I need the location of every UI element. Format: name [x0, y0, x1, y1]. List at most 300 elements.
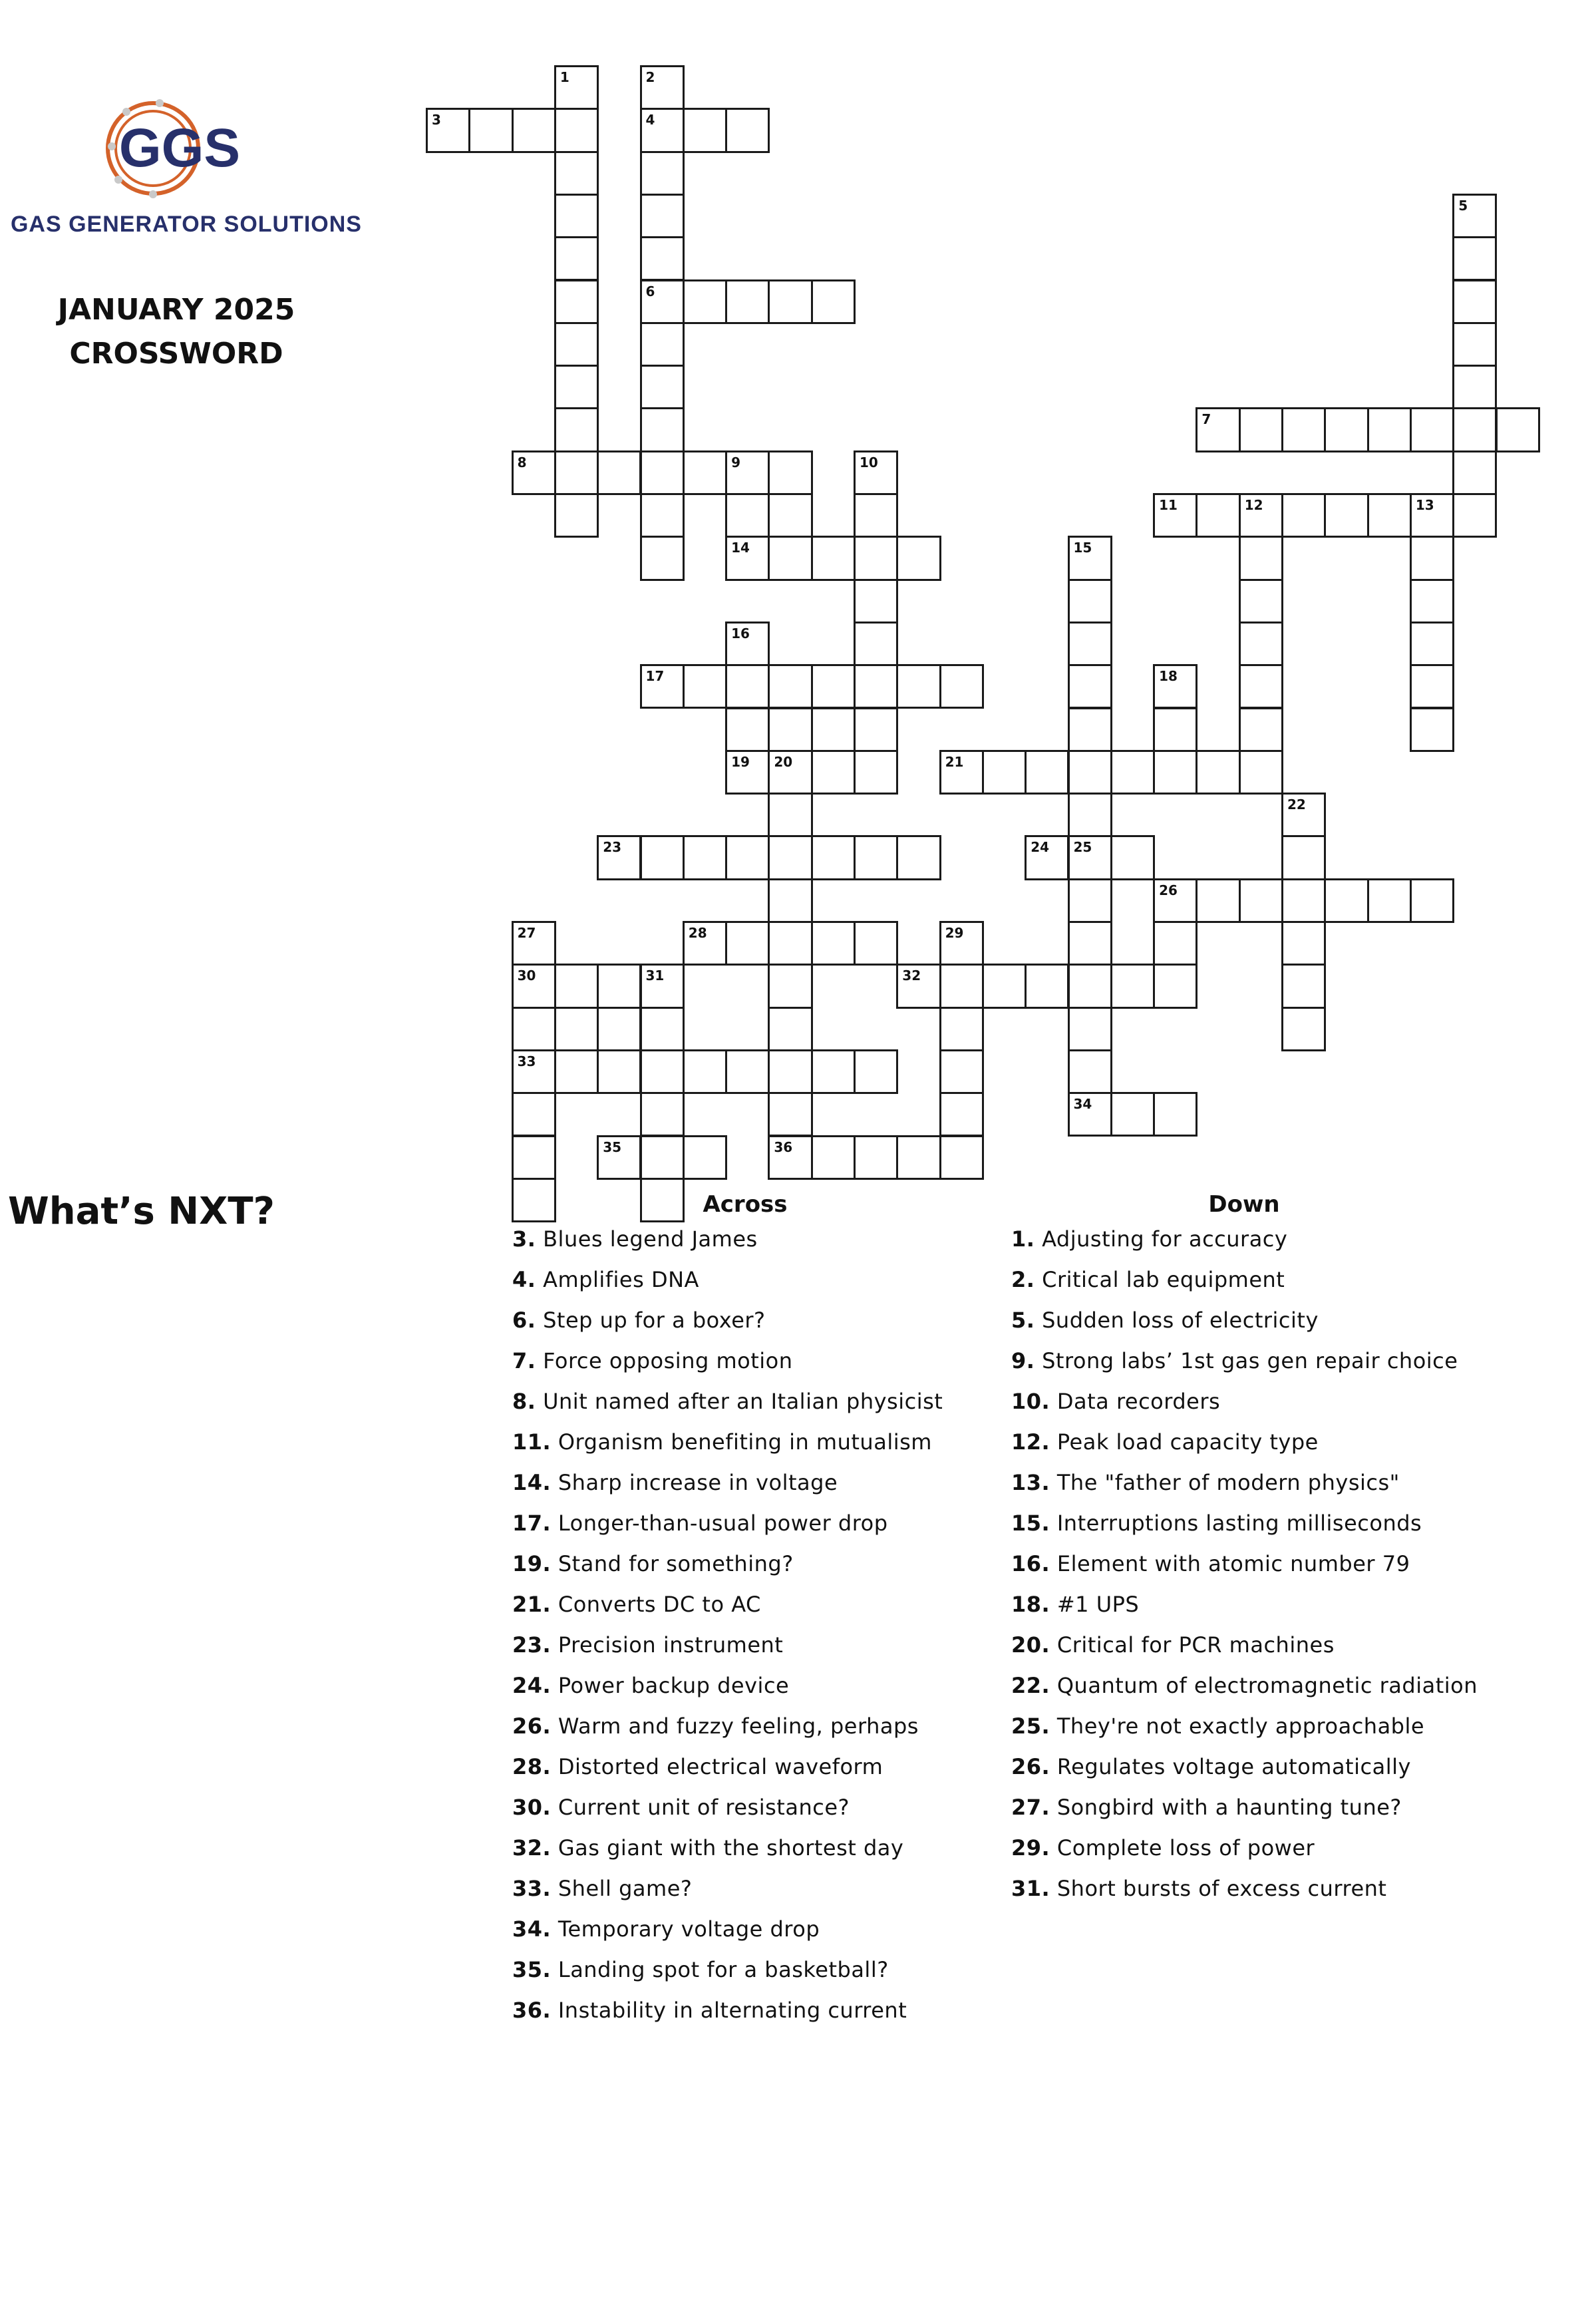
grid-cell[interactable] [1281, 793, 1326, 837]
grid-cell[interactable] [768, 536, 812, 580]
grid-cell[interactable] [640, 1007, 685, 1051]
grid-cell[interactable] [725, 622, 770, 666]
grid-cell[interactable] [725, 835, 770, 880]
grid-cell[interactable] [1281, 1007, 1326, 1051]
down-clue [1011, 1267, 1517, 1308]
clue-num: 27. [1011, 1795, 1050, 1820]
clue-num: 29. [1011, 1835, 1050, 1861]
clue-number: 30 [517, 968, 536, 984]
grid-cell[interactable] [512, 1092, 556, 1137]
grid-cell[interactable] [1281, 835, 1326, 880]
grid-cell[interactable] [554, 407, 599, 452]
across-clue [512, 1389, 978, 1429]
grid-cell[interactable] [768, 964, 812, 1008]
grid-cell[interactable] [725, 707, 770, 752]
grid-cell[interactable] [1452, 407, 1497, 452]
grid-cell[interactable] [811, 1049, 856, 1094]
clue-num: 31. [1011, 1876, 1050, 1901]
clue-num: 20. [1011, 1632, 1050, 1658]
grid-cell[interactable] [1239, 878, 1283, 923]
grid-cell[interactable] [554, 1007, 599, 1051]
clue-text: They're not exactly approachable [1050, 1713, 1425, 1739]
clue-text: #1 UPS [1050, 1592, 1140, 1617]
clue-number: 27 [517, 925, 536, 941]
across-clue [512, 1876, 978, 1916]
grid-cell[interactable] [768, 664, 812, 709]
clue-num: 9. [1011, 1348, 1035, 1373]
clue-number: 25 [1073, 839, 1092, 856]
grid-cell[interactable] [1324, 407, 1368, 452]
grid-cell[interactable] [982, 964, 1027, 1008]
grid-cell[interactable] [683, 1049, 727, 1094]
down-clue [1011, 1835, 1517, 1876]
clue-text: Force opposing motion [536, 1348, 793, 1373]
grid-cell[interactable] [640, 1135, 685, 1180]
grid-cell[interactable] [768, 1092, 812, 1137]
grid-cell[interactable] [854, 1049, 898, 1094]
clue-number: 17 [645, 668, 665, 685]
grid-cell[interactable] [1239, 622, 1283, 666]
grid-cell[interactable] [939, 664, 984, 709]
clue-number: 3 [432, 112, 441, 128]
grid-cell[interactable] [811, 750, 856, 795]
grid-cell[interactable] [939, 964, 984, 1008]
grid-cell[interactable] [1281, 921, 1326, 966]
grid-cell[interactable] [939, 750, 984, 795]
grid-cell[interactable] [896, 835, 941, 880]
grid-cell[interactable] [597, 964, 641, 1008]
clue-number: 31 [645, 968, 665, 984]
down-clue [1011, 1429, 1517, 1470]
grid-cell[interactable] [1068, 835, 1112, 880]
grid-cell[interactable] [512, 108, 556, 152]
clue-num: 7. [512, 1348, 536, 1373]
grid-cell[interactable] [1452, 322, 1497, 367]
grid-cell[interactable] [683, 1135, 727, 1180]
clue-text: Shell game? [551, 1876, 693, 1901]
grid-cell[interactable] [1068, 579, 1112, 624]
grid-cell[interactable] [1410, 407, 1454, 452]
grid-cell[interactable] [854, 622, 898, 666]
clue-number: 1 [559, 69, 569, 85]
grid-cell[interactable] [640, 450, 685, 495]
grid-cell[interactable] [1239, 707, 1283, 752]
clue-number: 18 [1159, 668, 1178, 685]
grid-cell[interactable] [854, 835, 898, 880]
clue-number: 22 [1287, 797, 1306, 813]
clue-number: 21 [945, 753, 964, 770]
grid-cell[interactable] [1239, 493, 1283, 538]
clue-number: 28 [688, 925, 707, 941]
grid-cell[interactable] [1410, 878, 1454, 923]
clue-text: Gas giant with the shortest day [551, 1835, 904, 1861]
grid-cell[interactable] [854, 1135, 898, 1180]
grid-cell[interactable] [1239, 664, 1283, 709]
grid-cell[interactable] [1153, 493, 1197, 538]
grid-cell[interactable] [1324, 493, 1368, 538]
down-clue-list [1011, 1226, 1517, 1916]
across-clue [512, 1511, 978, 1551]
grid-cell[interactable] [896, 964, 941, 1008]
grid-cell[interactable] [725, 536, 770, 580]
grid-cell[interactable] [512, 1049, 556, 1094]
grid-cell[interactable] [1068, 622, 1112, 666]
clue-text: Sudden loss of electricity [1035, 1308, 1319, 1333]
clue-num: 35. [512, 1957, 552, 1982]
clue-text: The "father of modern physics" [1050, 1470, 1400, 1495]
grid-cell[interactable] [554, 964, 599, 1008]
grid-cell[interactable] [1025, 835, 1069, 880]
grid-cell[interactable] [1239, 750, 1283, 795]
grid-cell[interactable] [1025, 750, 1069, 795]
grid-cell[interactable] [683, 108, 727, 152]
grid-cell[interactable] [1452, 493, 1497, 538]
grid-cell[interactable] [512, 1007, 556, 1051]
clue-text: Distorted electrical waveform [551, 1754, 883, 1779]
grid-cell[interactable] [725, 279, 770, 324]
clue-text: Critical for PCR machines [1050, 1632, 1335, 1658]
across-clue [512, 1754, 978, 1795]
clue-number: 29 [945, 925, 964, 941]
clue-num: 10. [1011, 1389, 1050, 1414]
grid-cell[interactable] [1452, 365, 1497, 409]
grid-cell[interactable] [640, 835, 685, 880]
grid-cell[interactable] [640, 108, 685, 152]
clue-number: 13 [1415, 497, 1434, 513]
clue-text: Warm and fuzzy feeling, perhaps [551, 1713, 919, 1739]
clue-num: 19. [512, 1551, 552, 1576]
grid-cell[interactable] [1367, 407, 1412, 452]
grid-cell[interactable] [939, 1135, 984, 1180]
grid-cell[interactable] [725, 1049, 770, 1094]
grid-cell[interactable] [1367, 878, 1412, 923]
grid-cell[interactable] [1281, 493, 1326, 538]
grid-cell[interactable] [1153, 664, 1197, 709]
grid-cell[interactable] [939, 921, 984, 966]
down-clue [1011, 1470, 1517, 1511]
grid-cell[interactable] [854, 707, 898, 752]
grid-cell[interactable] [811, 707, 856, 752]
grid-cell[interactable] [1452, 194, 1497, 238]
grid-cell[interactable] [512, 1135, 556, 1180]
across-clue [512, 1957, 978, 1998]
clue-num: 23. [512, 1632, 552, 1658]
down-heading: Down [1208, 1191, 1280, 1218]
down-clue [1011, 1348, 1517, 1389]
across-clue [512, 1429, 978, 1470]
grid-cell[interactable] [1153, 1092, 1197, 1137]
down-clue [1011, 1754, 1517, 1795]
clue-number: 11 [1159, 497, 1178, 513]
grid-cell[interactable] [640, 664, 685, 709]
grid-cell[interactable] [1025, 964, 1069, 1008]
clue-text: Unit named after an Italian physicist [536, 1389, 943, 1414]
grid-cell[interactable] [725, 450, 770, 495]
clue-number: 4 [645, 112, 655, 128]
grid-cell[interactable] [1410, 707, 1454, 752]
grid-cell[interactable] [597, 1007, 641, 1051]
grid-cell[interactable] [554, 365, 599, 409]
clue-text: Peak load capacity type [1050, 1429, 1319, 1455]
grid-cell[interactable] [512, 964, 556, 1008]
grid-cell[interactable] [768, 493, 812, 538]
grid-cell[interactable] [1110, 1092, 1155, 1137]
grid-cell[interactable] [768, 878, 812, 923]
grid-cell[interactable] [896, 536, 941, 580]
grid-cell[interactable] [554, 279, 599, 324]
grid-cell[interactable] [683, 450, 727, 495]
grid-cell[interactable] [640, 1092, 685, 1137]
clue-number: 32 [902, 968, 921, 984]
clue-num: 16. [1011, 1551, 1050, 1576]
grid-cell[interactable] [683, 835, 727, 880]
across-clue [512, 1795, 978, 1835]
grid-cell[interactable] [640, 407, 685, 452]
company-name: GAS GENERATOR SOLUTIONS [10, 212, 362, 237]
grid-cell[interactable] [896, 1135, 941, 1180]
grid-cell[interactable] [768, 707, 812, 752]
grid-cell[interactable] [1068, 793, 1112, 837]
grid-cell[interactable] [1068, 878, 1112, 923]
grid-cell[interactable] [554, 151, 599, 196]
grid-cell[interactable] [554, 65, 599, 110]
clue-num: 22. [1011, 1673, 1050, 1698]
grid-cell[interactable] [1068, 1049, 1112, 1094]
across-clue [512, 1267, 978, 1308]
clue-number: 14 [731, 540, 750, 556]
clue-number: 5 [1458, 197, 1468, 214]
clue-num: 14. [512, 1470, 552, 1495]
grid-cell[interactable] [768, 835, 812, 880]
grid-cell[interactable] [1496, 407, 1540, 452]
grid-cell[interactable] [554, 322, 599, 367]
clue-text: Converts DC to AC [551, 1592, 761, 1617]
grid-cell[interactable] [982, 750, 1027, 795]
grid-cell[interactable] [1410, 664, 1454, 709]
grid-cell[interactable] [1068, 664, 1112, 709]
down-clue [1011, 1713, 1517, 1754]
grid-cell[interactable] [1068, 750, 1112, 795]
grid-cell[interactable] [554, 1049, 599, 1094]
grid-cell[interactable] [640, 194, 685, 238]
grid-cell[interactable] [597, 1135, 641, 1180]
clue-num: 13. [1011, 1470, 1050, 1495]
grid-cell[interactable] [1410, 622, 1454, 666]
clue-text: Critical lab equipment [1035, 1267, 1285, 1292]
clue-text: Data recorders [1050, 1389, 1221, 1414]
puzzle-title-month: JANUARY 2025 [57, 293, 295, 327]
grid-cell[interactable] [768, 793, 812, 837]
grid-cell[interactable] [768, 1007, 812, 1051]
grid-cell[interactable] [725, 108, 770, 152]
clue-text: Blues legend James [536, 1226, 758, 1252]
grid-cell[interactable] [1068, 707, 1112, 752]
grid-cell[interactable] [1153, 964, 1197, 1008]
clue-number: 10 [860, 454, 878, 470]
grid-cell[interactable] [854, 750, 898, 795]
clue-num: 18. [1011, 1592, 1050, 1617]
clue-text: Songbird with a haunting tune? [1050, 1795, 1402, 1820]
across-clue [512, 1673, 978, 1713]
grid-cell[interactable] [939, 1092, 984, 1137]
whats-next-heading: What’s NXT? [8, 1190, 275, 1233]
grid-cell[interactable] [939, 1049, 984, 1094]
grid-cell[interactable] [683, 664, 727, 709]
grid-cell[interactable] [811, 536, 856, 580]
clue-number: 7 [1201, 411, 1211, 428]
grid-cell[interactable] [640, 964, 685, 1008]
grid-cell[interactable] [1367, 493, 1412, 538]
clue-number: 2 [645, 69, 655, 85]
grid-cell[interactable] [1196, 407, 1240, 452]
grid-cell[interactable] [640, 65, 685, 110]
grid-cell[interactable] [768, 450, 812, 495]
grid-cell[interactable] [1281, 407, 1326, 452]
across-clue [512, 1226, 978, 1267]
grid-cell[interactable] [1410, 493, 1454, 538]
clue-text: Longer-than-usual power drop [551, 1511, 888, 1536]
grid-cell[interactable] [640, 151, 685, 196]
down-clue [1011, 1592, 1517, 1632]
clue-number: 12 [1244, 497, 1263, 513]
clue-num: 33. [512, 1876, 552, 1901]
clue-number: 35 [603, 1139, 622, 1155]
clue-num: 1. [1011, 1226, 1035, 1252]
grid-cell[interactable] [426, 108, 470, 152]
grid-cell[interactable] [1281, 964, 1326, 1008]
grid-cell[interactable] [1239, 579, 1283, 624]
clue-text: Precision instrument [551, 1632, 784, 1658]
grid-cell[interactable] [725, 664, 770, 709]
grid-cell[interactable] [1110, 964, 1155, 1008]
grid-cell[interactable] [1452, 279, 1497, 324]
grid-cell[interactable] [597, 835, 641, 880]
clue-num: 17. [512, 1511, 552, 1536]
clue-number: 26 [1159, 882, 1178, 898]
grid-cell[interactable] [939, 1007, 984, 1051]
down-clue [1011, 1511, 1517, 1551]
grid-cell[interactable] [854, 664, 898, 709]
grid-cell[interactable] [683, 279, 727, 324]
down-clue [1011, 1876, 1517, 1916]
grid-cell[interactable] [768, 750, 812, 795]
across-clue [512, 1470, 978, 1511]
puzzle-title-label: CROSSWORD [69, 337, 283, 371]
grid-cell[interactable] [1196, 750, 1240, 795]
grid-cell[interactable] [597, 450, 641, 495]
clue-num: 28. [512, 1754, 552, 1779]
grid-cell[interactable] [1110, 750, 1155, 795]
grid-cell[interactable] [854, 536, 898, 580]
clue-text: Short bursts of excess current [1050, 1876, 1387, 1901]
clue-text: Interruptions lasting milliseconds [1050, 1511, 1422, 1536]
grid-cell[interactable] [468, 108, 513, 152]
grid-cell[interactable] [1410, 536, 1454, 580]
grid-cell[interactable] [811, 921, 856, 966]
grid-cell[interactable] [640, 1049, 685, 1094]
grid-cell[interactable] [811, 664, 856, 709]
clue-number: 16 [731, 625, 750, 641]
grid-cell[interactable] [1153, 750, 1197, 795]
grid-cell[interactable] [1153, 707, 1197, 752]
grid-cell[interactable] [640, 279, 685, 324]
grid-cell[interactable] [640, 365, 685, 409]
grid-cell[interactable] [1410, 579, 1454, 624]
grid-cell[interactable] [725, 921, 770, 966]
grid-cell[interactable] [1239, 536, 1283, 580]
grid-cell[interactable] [1068, 921, 1112, 966]
grid-cell[interactable] [725, 750, 770, 795]
grid-cell[interactable] [854, 450, 898, 495]
grid-cell[interactable] [768, 921, 812, 966]
grid-cell[interactable] [1196, 878, 1240, 923]
grid-cell[interactable] [768, 1049, 812, 1094]
grid-cell[interactable] [1068, 964, 1112, 1008]
grid-cell[interactable] [1281, 878, 1326, 923]
grid-cell[interactable] [1452, 236, 1497, 281]
grid-cell[interactable] [554, 236, 599, 281]
grid-cell[interactable] [854, 493, 898, 538]
down-clue [1011, 1226, 1517, 1267]
down-clue [1011, 1673, 1517, 1713]
grid-cell[interactable] [512, 921, 556, 966]
grid-cell[interactable] [1452, 450, 1497, 495]
grid-cell[interactable] [725, 493, 770, 538]
clue-num: 15. [1011, 1511, 1050, 1536]
grid-cell[interactable] [512, 450, 556, 495]
grid-cell[interactable] [1153, 878, 1197, 923]
grid-cell[interactable] [554, 450, 599, 495]
across-heading: Across [703, 1191, 788, 1218]
grid-cell[interactable] [1196, 493, 1240, 538]
grid-cell[interactable] [1110, 835, 1155, 880]
grid-cell[interactable] [811, 1135, 856, 1180]
across-clue [512, 1308, 978, 1348]
grid-cell[interactable] [597, 1049, 641, 1094]
grid-cell[interactable] [640, 322, 685, 367]
grid-cell[interactable] [1068, 536, 1112, 580]
grid-cell[interactable] [640, 493, 685, 538]
clue-number: 34 [1073, 1096, 1092, 1113]
grid-cell[interactable] [1324, 878, 1368, 923]
grid-cell[interactable] [1239, 407, 1283, 452]
clue-text: Element with atomic number 79 [1050, 1551, 1410, 1576]
clue-number: 6 [645, 283, 655, 299]
grid-cell[interactable] [554, 493, 599, 538]
clue-number: 19 [731, 753, 750, 770]
grid-cell[interactable] [1068, 1007, 1112, 1051]
grid-cell[interactable] [1153, 921, 1197, 966]
grid-cell[interactable] [640, 536, 685, 580]
grid-cell[interactable] [854, 579, 898, 624]
grid-cell[interactable] [554, 194, 599, 238]
across-clue-list [512, 1226, 978, 2038]
clue-number: 8 [517, 454, 527, 470]
clue-number: 15 [1073, 540, 1092, 556]
grid-cell[interactable] [768, 279, 812, 324]
grid-cell[interactable] [683, 921, 727, 966]
grid-cell[interactable] [768, 1135, 812, 1180]
across-clue [512, 1632, 978, 1673]
grid-cell[interactable] [854, 921, 898, 966]
grid-cell[interactable] [811, 835, 856, 880]
grid-cell[interactable] [554, 108, 599, 152]
grid-cell[interactable] [896, 664, 941, 709]
grid-cell[interactable] [1068, 1092, 1112, 1137]
grid-cell[interactable] [811, 279, 856, 324]
grid-cell[interactable] [640, 236, 685, 281]
clue-num: 4. [512, 1267, 536, 1292]
